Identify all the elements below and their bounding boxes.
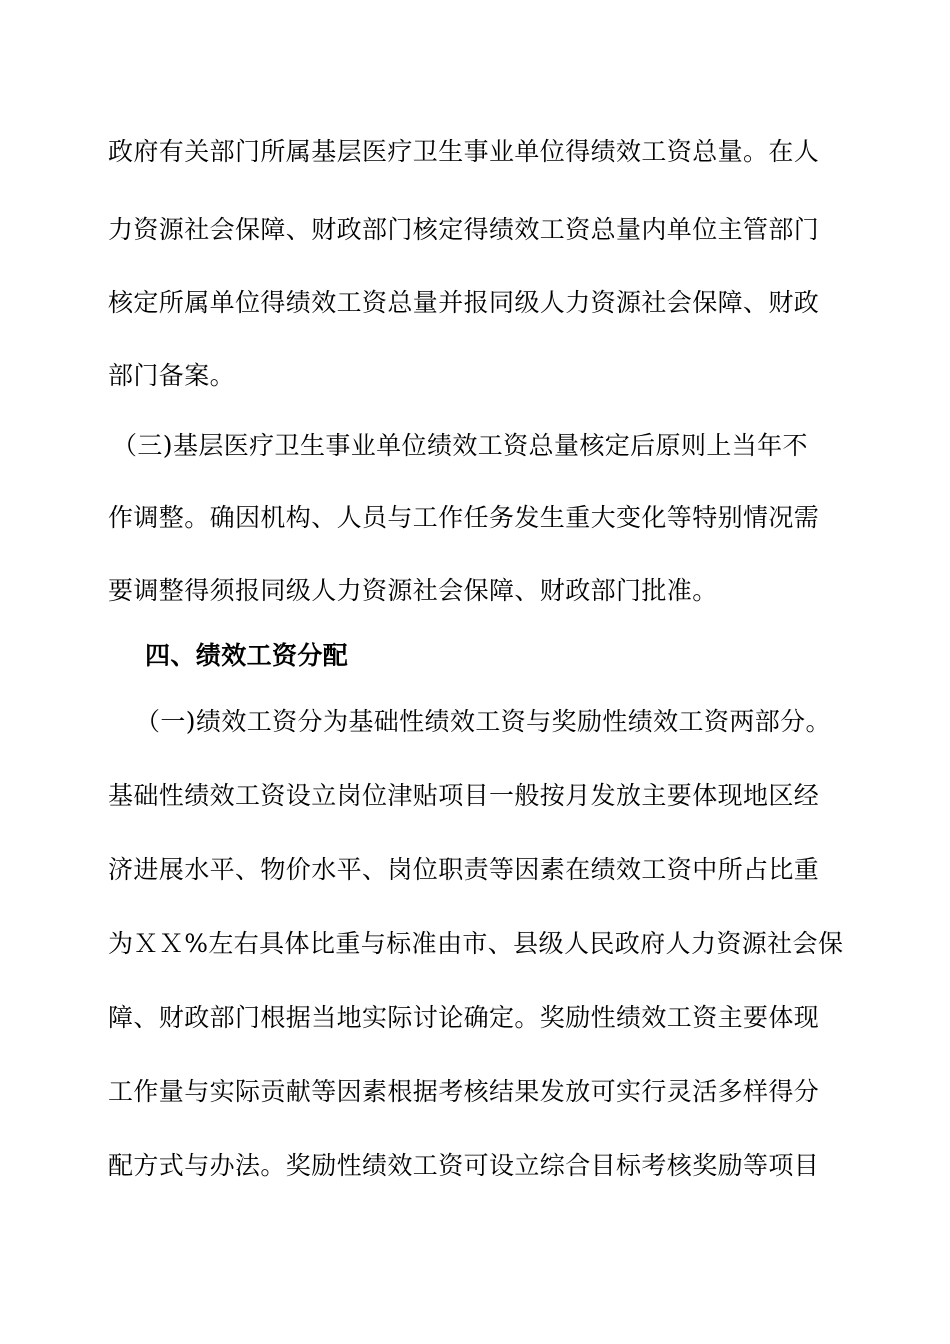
body-text-line: 为ＸＸ%左右具体比重与标准由市、县级人民政府人力资源社会保 <box>108 929 844 958</box>
body-text-line: 政府有关部门所属基层医疗卫生事业单位得绩效工资总量。在人 <box>108 137 820 166</box>
body-text-line: 核定所属单位得绩效工资总量并报同级人力资源社会保障、财政 <box>108 288 820 317</box>
body-text-line: 障、财政部门根据当地实际讨论确定。奖励性绩效工资主要体现 <box>108 1003 820 1032</box>
body-text-line: 部门备案。 <box>108 361 236 390</box>
body-text-line: 济进展水平、物价水平、岗位职责等因素在绩效工资中所占比重 <box>108 855 820 884</box>
body-text-line: 工作量与实际贡献等因素根据考核结果发放可实行灵活多样得分 <box>108 1077 820 1106</box>
body-text-line: 配方式与办法。奖励性绩效工资可设立综合目标考核奖励等项目 <box>108 1151 820 1180</box>
section-paragraph-line: （三)基层医疗卫生事业单位绩效工资总量核定后原则上当年不 <box>112 431 808 460</box>
section-heading: 四、绩效工资分配 <box>145 641 349 670</box>
body-text-line: 力资源社会保障、财政部门核定得绩效工资总量内单位主管部门 <box>108 215 820 244</box>
body-text-line: 作调整。确因机构、人员与工作任务发生重大变化等特别情况需 <box>108 503 820 532</box>
body-text-line: 基础性绩效工资设立岗位津贴项目一般按月发放主要体现地区经 <box>108 781 820 810</box>
section-paragraph-line: （一)绩效工资分为基础性绩效工资与奖励性绩效工资两部分。 <box>135 707 831 736</box>
body-text-line: 要调整得须报同级人力资源社会保障、财政部门批准。 <box>108 576 718 605</box>
